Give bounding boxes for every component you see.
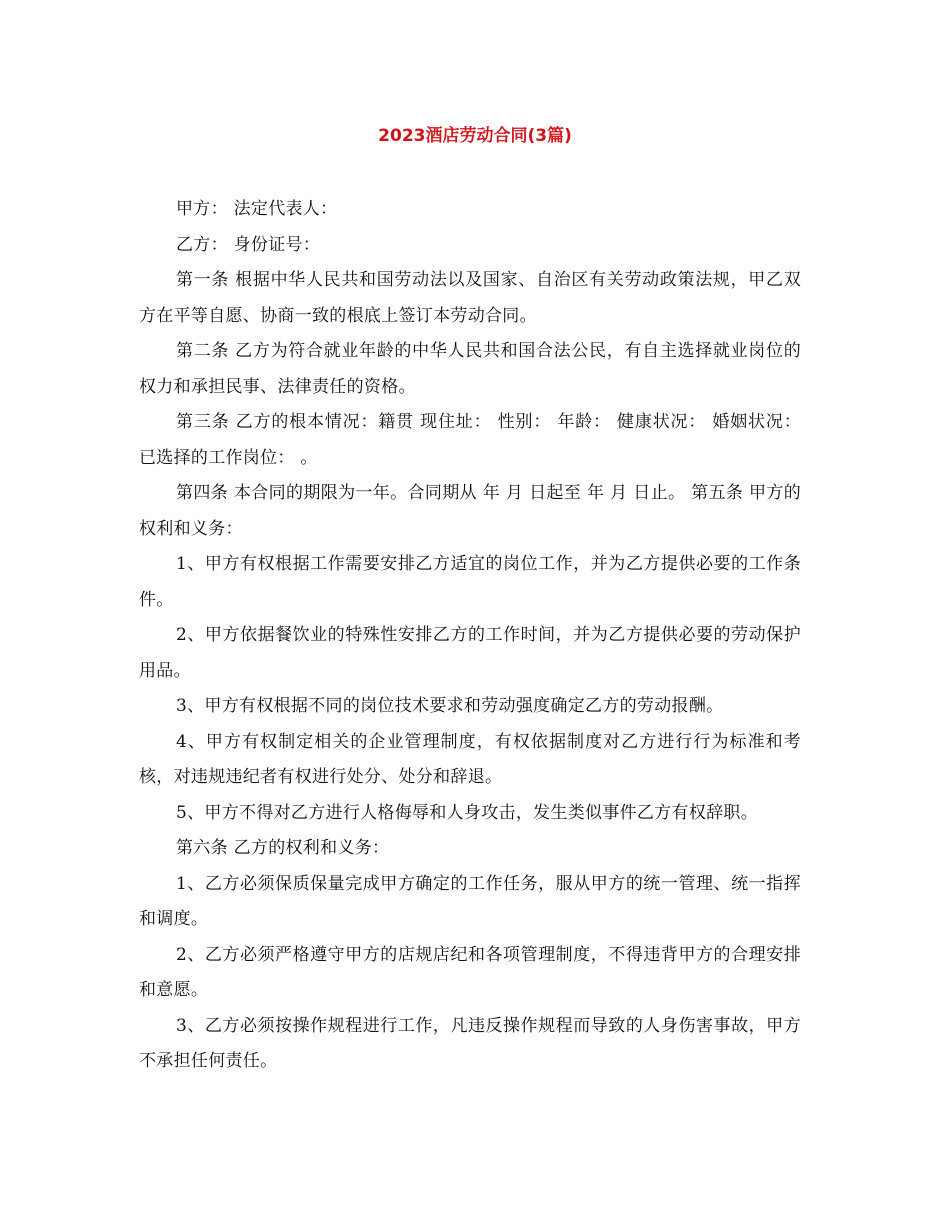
article-6: 第六条 乙方的权利和义务： (176, 838, 390, 858)
article-4-5: 第四条 本合同的期限为一年。合同期从 年 月 日起至 年 月 日止。 第五条 甲方的权利和义务： (139, 483, 801, 539)
party-a-line: 甲方： 法定代表人： (176, 199, 338, 219)
party-a-clause-5: 5、甲方不得对乙方进行人格侮辱和人身攻击，发生类似事件乙方有权辞职。 (176, 802, 759, 823)
article-3: 第三条 乙方的根本情况：籍贯 现住址： 性别： 年龄： 健康状况： 婚姻状况： 已选择的工作岗位： 。 (139, 412, 801, 468)
article-1: 第一条 根据中华人民共和国劳动法以及国家、自治区有关劳动政策法规，甲乙双方在平等自愿、协商一致的根底上签订本劳动合同。 (139, 270, 801, 326)
party-a-clause-1: 1、甲方有权根据工作需要安排乙方适宜的岗位工作，并为乙方提供必要的工作条件。 (139, 554, 801, 610)
document-title: 2023酒店劳动合同(3篇) (378, 126, 572, 146)
party-a-clause-2: 2、甲方依据餐饮业的特殊性安排乙方的工作时间，并为乙方提供必要的劳动保护用品。 (139, 625, 801, 681)
party-b-clause-3: 3、乙方必须按操作规程进行工作，凡违反操作规程而导致的人身伤害事故，甲方不承担任何责任。 (139, 1015, 801, 1071)
party-a-clause-4: 4、甲方有权制定相关的企业管理制度，有权依据制度对乙方进行行为标准和考核，对违规违纪者有权进行处分、处分和辞退。 (139, 731, 801, 787)
party-b-clause-2: 2、乙方必须严格遵守甲方的店规店纪和各项管理制度，不得违背甲方的合理安排和意愿。 (139, 944, 801, 1000)
document-body (139, 192, 801, 1080)
party-b-clause-1: 1、乙方必须保质保量完成甲方确定的工作任务，服从甲方的统一管理、统一指挥和调度。 (139, 873, 801, 929)
party-b-line: 乙方： 身份证号： (176, 234, 321, 255)
article-2: 第二条 乙方为符合就业年龄的中华人民共和国合法公民，有自主选择就业岗位的权力和承担民事、法律责任的资格。 (139, 341, 801, 397)
party-a-clause-3: 3、甲方有权根据不同的岗位技术要求和劳动强度确定乙方的劳动报酬。 (176, 696, 724, 716)
